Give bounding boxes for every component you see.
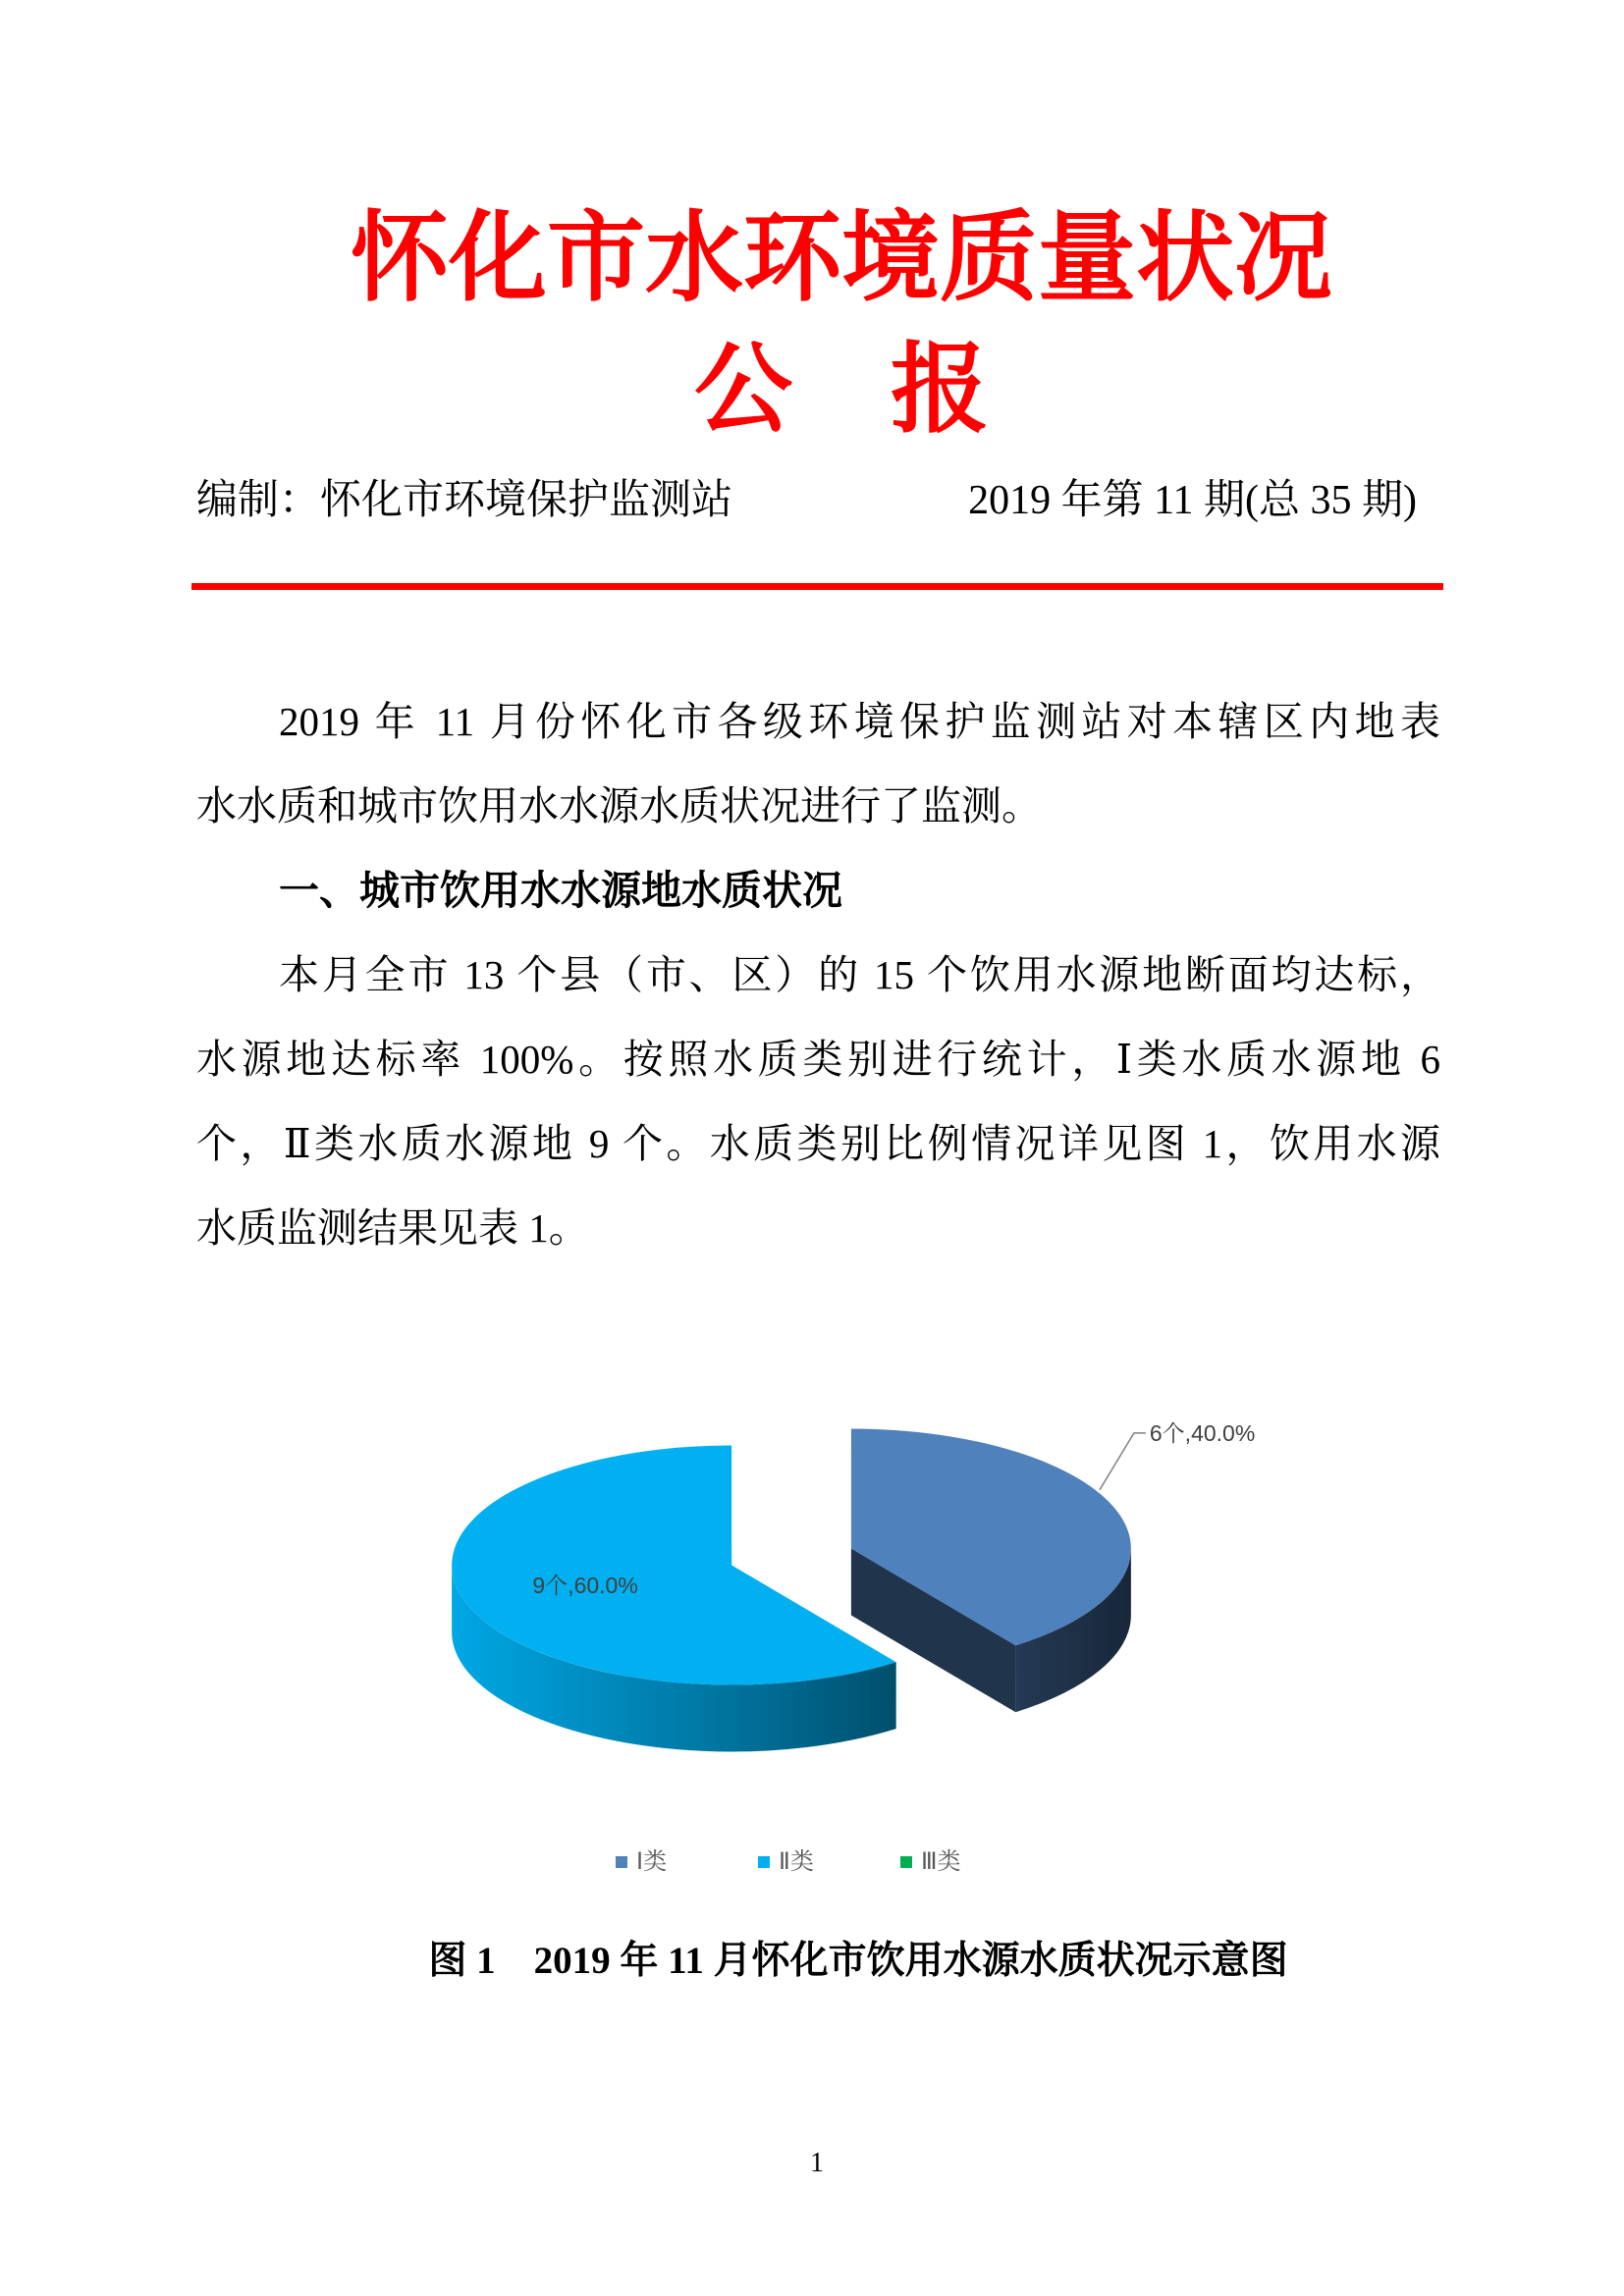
pie-chart	[393, 1374, 1326, 1806]
issue-number: 2019 年第 11 期(总 35 期)	[968, 478, 1417, 523]
paragraph-2-line-4: 水质监测结果见表 1。	[196, 1205, 589, 1251]
page-number: 1	[810, 2148, 824, 2178]
legend-marker-class-1	[616, 1856, 627, 1868]
paragraph-2-line-1: 本月全市 13 个县（市、区）的 15 个饮用水源地断面均达标，	[279, 952, 1440, 997]
paragraph-1-line-1: 2019 年 11 月份怀化市各级环境保护监测站对本辖区内地表	[279, 699, 1440, 744]
legend-label-class-1: Ⅰ类	[636, 1848, 668, 1875]
legend-marker-class-2	[758, 1856, 770, 1868]
bulletin-subtitle: 公 报	[694, 331, 989, 447]
figure-caption: 图 1 2019 年 11 月怀化市饮用水源水质状况示意图	[428, 1940, 1288, 1982]
paragraph-2-line-3: 个，Ⅱ类水质水源地 9 个。水质类别比例情况详见图 1，饮用水源	[196, 1121, 1440, 1166]
header-rule-line	[191, 583, 1443, 590]
body-text	[196, 679, 1440, 1270]
legend-label-class-3: Ⅲ类	[921, 1848, 961, 1875]
data-label-class-2: 9个,60.0%	[532, 1573, 638, 1599]
pie-slice-class-2	[452, 1446, 896, 1752]
chart-legend	[611, 1845, 1038, 1879]
legend-item-class-2	[753, 1845, 895, 1879]
legend-marker-class-3	[900, 1856, 912, 1868]
data-label-leader-line	[1100, 1433, 1146, 1490]
section-heading: 一、城市饮用水水源地水质状况	[279, 868, 842, 913]
bulletin-title: 怀化市水环境质量状况	[351, 199, 1332, 315]
legend-label-class-2: Ⅱ类	[779, 1848, 814, 1875]
data-label-class-1: 6个,40.0%	[1149, 1419, 1256, 1446]
legend-item-class-3	[895, 1845, 1038, 1879]
paragraph-1-line-2: 水水质和城市饮用水水源水质状况进行了监测。	[196, 783, 1042, 828]
compiler-line: 编制：怀化市环境保护监测站	[196, 478, 733, 523]
legend-item-class-1	[611, 1845, 753, 1879]
paragraph-2-line-2: 水源地达标率 100%。按照水质类别进行统计，Ⅰ类水质水源地 6	[196, 1037, 1440, 1082]
